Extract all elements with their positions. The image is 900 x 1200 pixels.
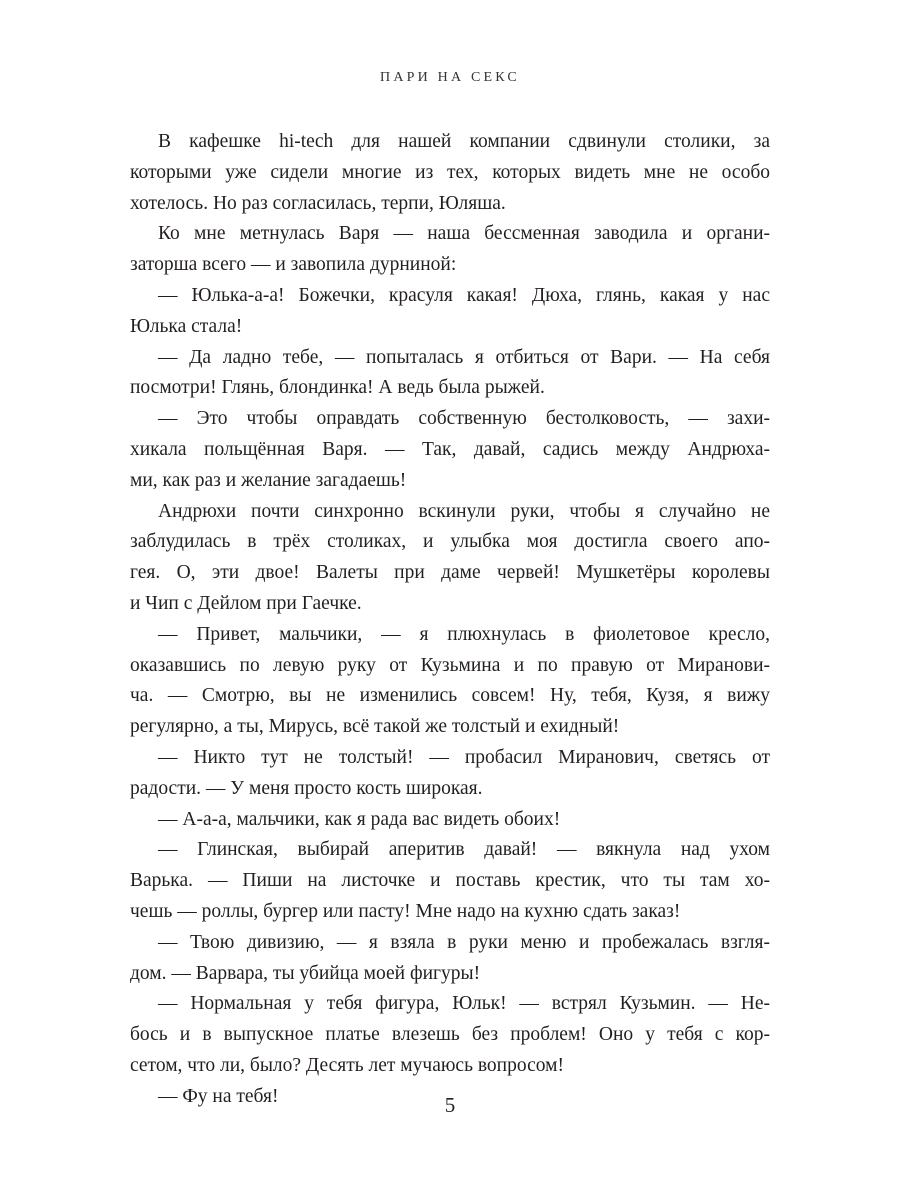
text-line: В кафешке hi-tech для нашей компании сдвинули столики, за: [158, 131, 770, 152]
text-line: — Да ладно тебе, — попыталась я отбиться от Вари. — На себя: [158, 346, 770, 368]
text-line: заторша всего — и завопила дурниной:: [130, 254, 457, 276]
paragraph: [130, 743, 770, 805]
paragraph: [130, 805, 770, 836]
paragraph: [130, 620, 770, 743]
text-line: — Глинская, выбирай аперитив давай! — вякнула над ухом: [158, 839, 770, 861]
paragraph: [130, 835, 770, 927]
text-line: дом. — Варвара, ты убийца моей фигуры!: [130, 962, 481, 984]
text-line: — Никто тут не толстый! — пробасил Миранович, светясь от: [158, 746, 770, 768]
text-line: — Твою дивизию, — я взяла в руки меню и пробежалась взгля-: [158, 931, 770, 953]
text-line: заблудилась в трёх столиках, и улыбка моя достигла своего апо-: [130, 531, 770, 553]
text-line: — Фу на тебя!: [158, 1085, 279, 1107]
body-text: [130, 127, 770, 1113]
text-line: посмотри! Глянь, блондинка! А ведь была рыжей.: [130, 377, 545, 399]
paragraph: [130, 343, 770, 405]
paragraph: [130, 497, 770, 620]
paragraph: [130, 404, 770, 496]
text-line: радости. — У меня просто кость широкая.: [130, 777, 483, 799]
text-line: Варька. — Пиши на листочке и поставь крестик, что ты там хо-: [130, 870, 770, 892]
text-line: хикала польщённая Варя. — Так, давай, садись между Андрюха-: [130, 438, 770, 460]
paragraph: [130, 928, 770, 990]
text-line: бось и в выпускное платье влезешь без проблем! Оно у тебя с кор-: [130, 1024, 770, 1046]
text-line: — А-а-а, мальчики, как я рада вас видеть обоих!: [158, 808, 561, 830]
text-line: — Юлька-а-а! Божечки, красуля какая! Дюха, глянь, какая у нас: [158, 284, 770, 306]
text-line: гея. О, эти двое! Валеты при даме червей! Мушкетёры королевы: [130, 562, 770, 584]
text-line: — Нормальная у тебя фигура, Юльк! — встрял Кузьмин. — Не-: [158, 993, 770, 1015]
text-line: чешь — роллы, бургер или пасту! Мне надо на кухню сдать заказ!: [130, 900, 681, 922]
text-line: — Это чтобы оправдать собственную бестолковость, — захи-: [158, 408, 770, 430]
text-line: хотелось. Но раз согласилась, терпи, Юляша.: [130, 192, 506, 214]
paragraph: [130, 281, 770, 343]
text-line: и Чип с Дейлом при Гаечке.: [130, 592, 362, 614]
text-line: ча. — Смотрю, вы не изменились совсем! Ну, тебя, Кузя, я вижу: [130, 685, 770, 707]
text-line: Андрюхи почти синхронно вскинули руки, чтобы я случайно не: [158, 500, 770, 522]
paragraph: [130, 219, 770, 281]
text-line: Ко мне метнулась Варя — наша бессменная заводила и органи-: [158, 223, 770, 245]
text-line: Юлька стала!: [130, 315, 243, 337]
text-line: — Привет, мальчики, — я плюхнулась в фиолетовое кресло,: [158, 623, 770, 645]
page-number: 5: [444, 1093, 456, 1117]
text-line: оказавшись по левую руку от Кузьмина и по правую от Миранови-: [130, 654, 770, 676]
text-line: регулярно, а ты, Мирусь, всё такой же толстый и ехидный!: [130, 716, 620, 738]
text-line: ми, как раз и желание загадаешь!: [130, 469, 407, 491]
text-line: которыми уже сидели многие из тех, которых видеть мне не особо: [130, 161, 770, 183]
text-line: сетом, что ли, было? Десять лет мучаюсь вопросом!: [130, 1054, 564, 1076]
paragraph: [130, 127, 770, 219]
running-head: ПАРИ НА СЕКС: [380, 70, 520, 85]
paragraph: [130, 989, 770, 1081]
